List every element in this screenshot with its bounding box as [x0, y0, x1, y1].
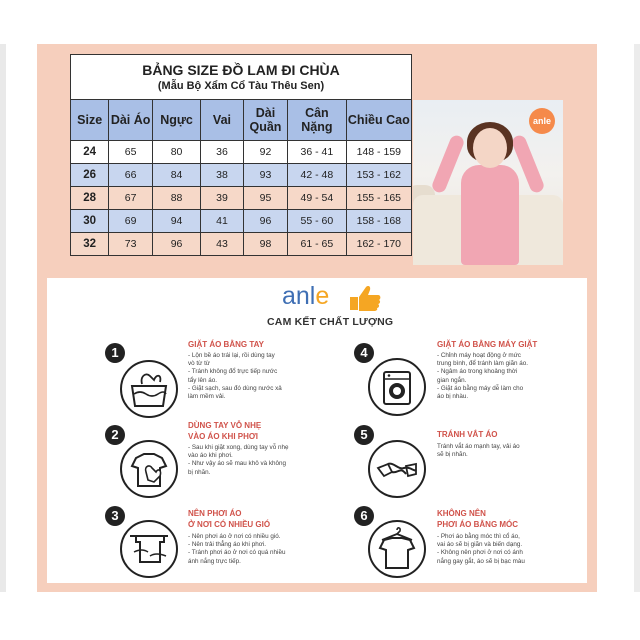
step-number-1: 1: [105, 343, 125, 363]
table-cell: 98: [243, 233, 287, 256]
step-notes-5: Tránh vắt áo mạnh tay, vải áo sẽ bị nhăn.: [437, 443, 520, 459]
table-cell: 162 - 170: [346, 233, 411, 256]
step-title-6: KHÔNG NÊN PHƠI ÁO BẰNG MÓC: [437, 509, 519, 529]
table-cell: 148 - 159: [346, 141, 411, 164]
step-number-6: 6: [354, 506, 374, 526]
table-row: [71, 141, 412, 164]
table-cell: 26: [71, 164, 109, 187]
table-cell: 73: [109, 233, 153, 256]
step-notes-2: - Sau khi giặt xong, dùng tay vỗ nhẹ vào áo khi phơi. - Như vậy áo sẽ mau khô và không bị nhăn.: [188, 444, 289, 476]
step-notes-3: - Nên phơi áo ở nơi có nhiều gió. - Nên trải thẳng áo khi phơi. - Tránh phơi áo ở nơi có quá nhiều ánh nắng trực tiếp.: [188, 533, 286, 565]
table-cell: 95: [243, 187, 287, 210]
shirt-hand-icon: [120, 440, 178, 498]
wind-dry-icon: [120, 520, 178, 578]
brand-logo: anle: [282, 282, 330, 310]
table-header-row: [71, 100, 412, 141]
table-row: [71, 210, 412, 233]
table-subtitle: (Mẫu Bộ Xẩm Cổ Tàu Thêu Sen): [157, 80, 325, 92]
table-cell: 96: [152, 233, 200, 256]
step-number-5: 5: [354, 425, 374, 445]
table-cell: 43: [201, 233, 244, 256]
table-cell: 41: [201, 210, 244, 233]
header-dai-quan: Dài Quần: [243, 100, 287, 141]
table-cell: 38: [201, 164, 244, 187]
table-row: [71, 164, 412, 187]
hanger-shirt-icon: [368, 520, 426, 578]
table-cell: 32: [71, 233, 109, 256]
header-dai-ao: Dài Áo: [109, 100, 153, 141]
step-title-2: DÙNG TAY VỖ NHẸ VÀO ÁO KHI PHƠI: [188, 421, 262, 441]
model-face: [473, 128, 507, 168]
table-cell: 61 - 65: [288, 233, 347, 256]
left-edge: [0, 44, 6, 592]
table-cell: 66: [109, 164, 153, 187]
header-can-nang: Cân Nặng: [288, 100, 347, 141]
step-title-3: NÊN PHƠI ÁO Ở NƠI CÓ NHIỀU GIÓ: [188, 509, 271, 529]
step-number-2: 2: [105, 425, 125, 445]
model-photo: [413, 100, 563, 265]
table-cell: 158 - 168: [346, 210, 411, 233]
table-title-row: [71, 55, 412, 100]
header-nguc: Ngực: [152, 100, 200, 141]
table-cell: 30: [71, 210, 109, 233]
step-notes-1: - Lộn bề áo trái lại, rồi dùng tay vò từ từ - Tránh không đổ trực tiếp nước tẩy lên áo. - Giặt sạch, sau đó dùng nước xả làm mềm vải.: [188, 352, 282, 401]
table-cell: 67: [109, 187, 153, 210]
table-cell: 92: [243, 141, 287, 164]
right-edge: [634, 44, 640, 592]
table-cell: 36: [201, 141, 244, 164]
twist-icon: [368, 440, 426, 498]
table-row: [71, 233, 412, 256]
hand-wash-icon: [120, 360, 178, 418]
step-title-5: TRÁNH VẮT ÁO: [437, 430, 498, 439]
table-cell: 93: [243, 164, 287, 187]
table-cell: 88: [152, 187, 200, 210]
table-cell: 84: [152, 164, 200, 187]
thumbs-up-icon: [344, 283, 382, 311]
header-vai: Vai: [201, 100, 244, 141]
model-outfit: [461, 165, 519, 265]
step-notes-6: - Phơi áo bằng móc thì cổ áo, vai áo sẽ bị giãn và biến dạng. - Không nên phơi ở nơi có ánh nắng gay gắt, áo sẽ bị bạc màu: [437, 533, 525, 565]
photo-brand-logo: anle: [529, 108, 555, 134]
table-cell: 42 - 48: [288, 164, 347, 187]
table-row: [71, 187, 412, 210]
washing-machine-icon: [368, 358, 426, 416]
table-cell: 155 - 165: [346, 187, 411, 210]
table-cell: 39: [201, 187, 244, 210]
size-table: [70, 54, 412, 256]
table-title: BẢNG SIZE ĐỒ LAM ĐI CHÙA: [142, 62, 340, 78]
step-title-4: GIẶT ÁO BẰNG MÁY GIẶT: [437, 340, 538, 349]
header-chieu-cao: Chiều Cao: [346, 100, 411, 141]
table-cell: 65: [109, 141, 153, 164]
table-cell: 24: [71, 141, 109, 164]
table-cell: 69: [109, 210, 153, 233]
table-cell: 153 - 162: [346, 164, 411, 187]
table-cell: 80: [152, 141, 200, 164]
table-cell: 49 - 54: [288, 187, 347, 210]
quality-commitment: CAM KẾT CHẤT LƯỢNG: [267, 316, 394, 328]
header-size: Size: [71, 100, 109, 141]
table-cell: 28: [71, 187, 109, 210]
step-notes-4: - Chỉnh máy hoạt động ở mức trung bình, để tránh làm giãn áo. - Ngâm áo trong khoảng thời gian ngắn. - Giặt áo bằng máy dễ làm cho áo bị nhàu.: [437, 352, 529, 401]
step-number-3: 3: [105, 506, 125, 526]
table-cell: 36 - 41: [288, 141, 347, 164]
table-cell: 96: [243, 210, 287, 233]
table-cell: 55 - 60: [288, 210, 347, 233]
step-title-1: GIẶT ÁO BẰNG TAY: [188, 340, 265, 349]
step-number-4: 4: [354, 343, 374, 363]
table-cell: 94: [152, 210, 200, 233]
